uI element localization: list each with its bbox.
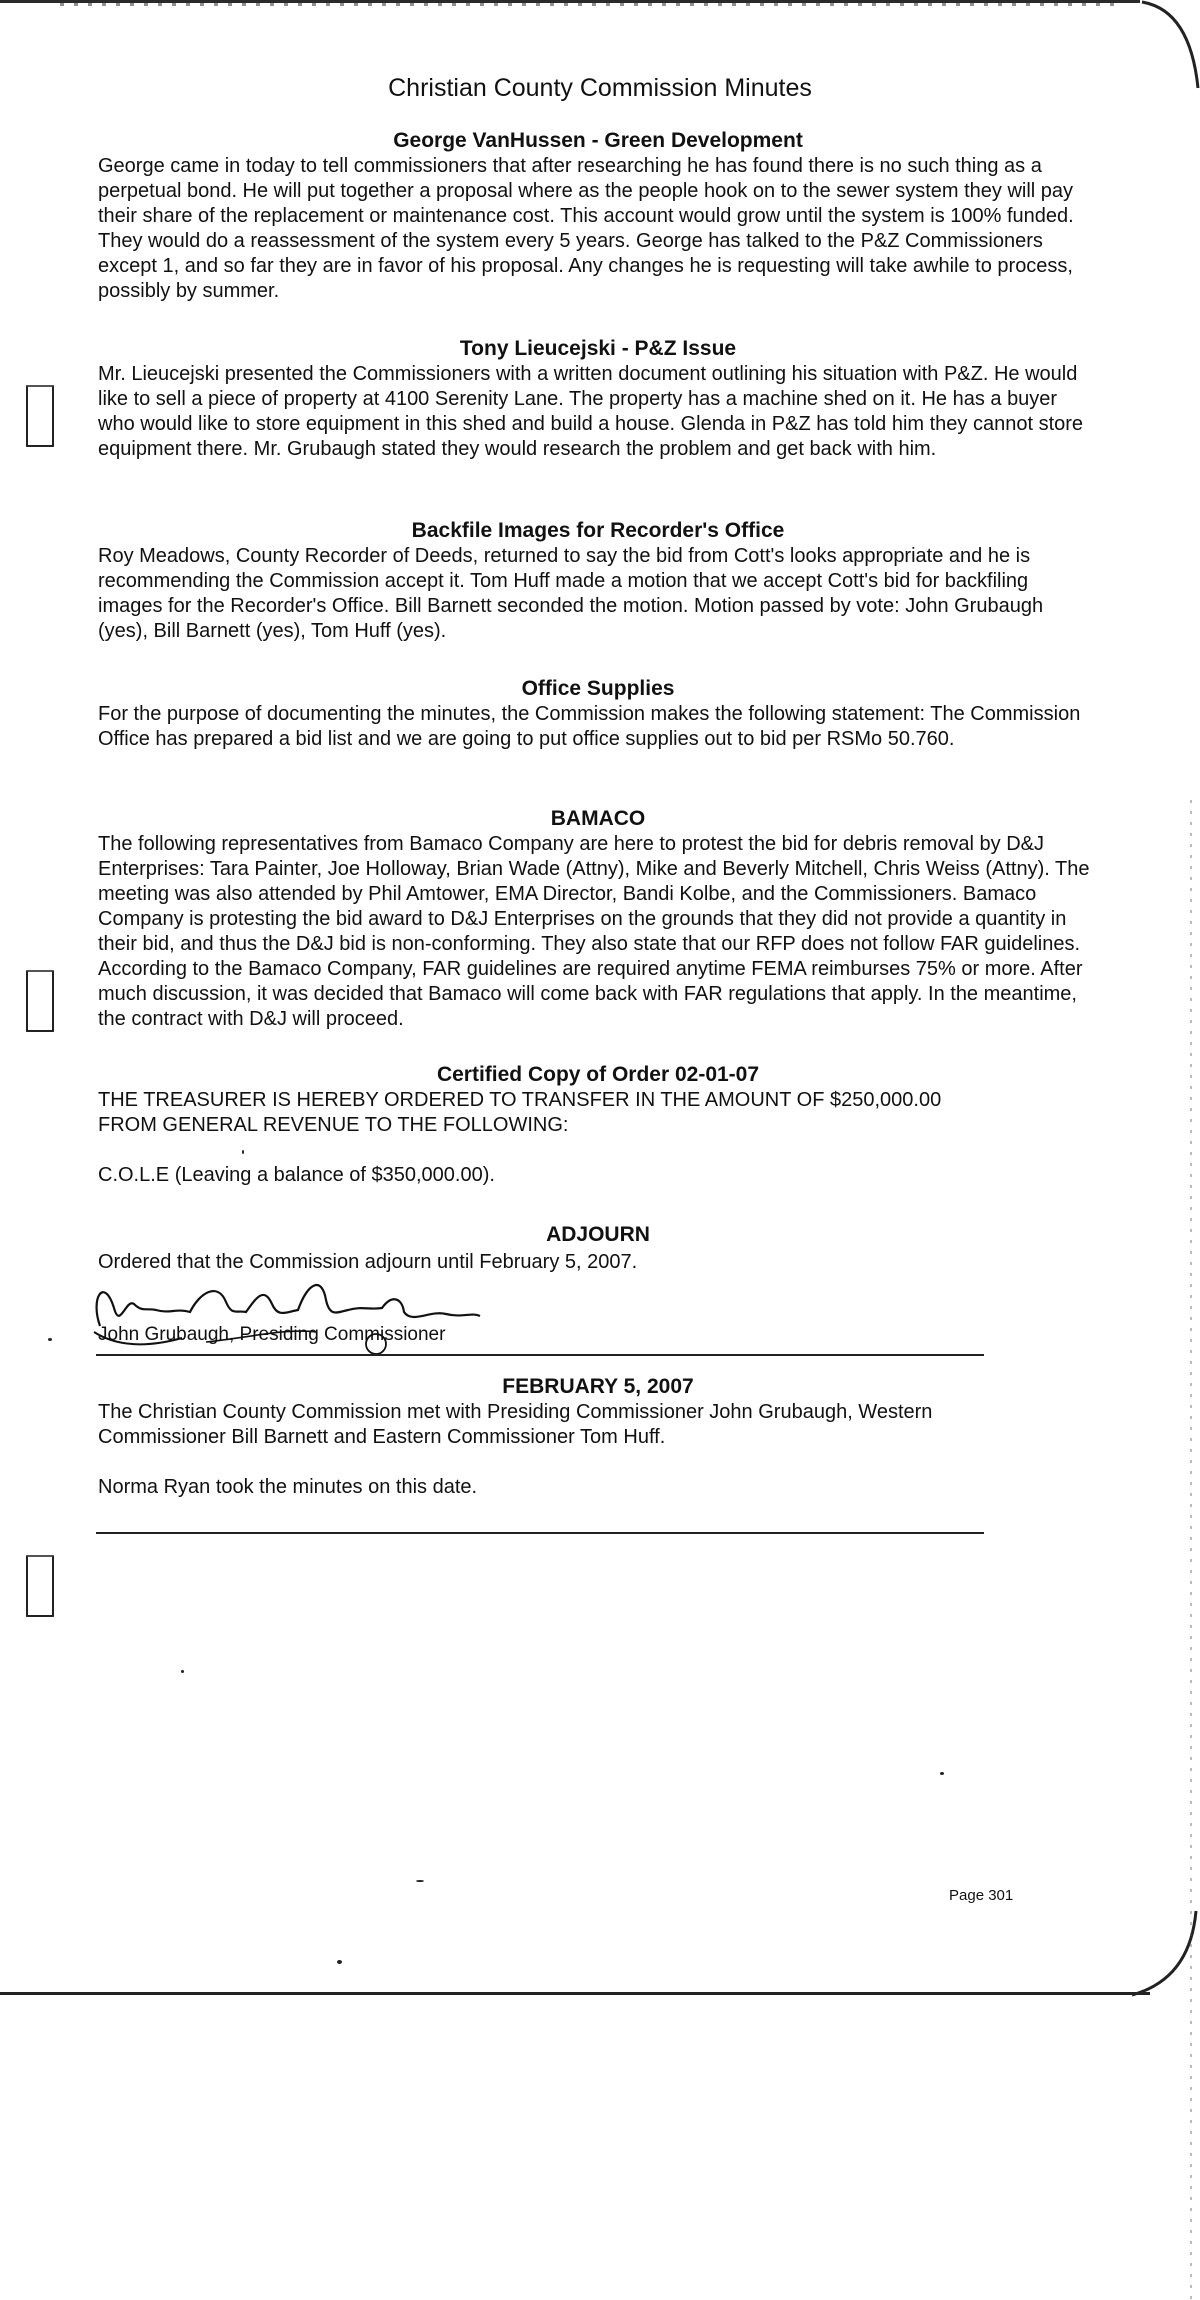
document-title: Christian County Commission Minutes [388, 74, 812, 102]
scan-speck [416, 1880, 424, 1882]
section-green-development [98, 128, 1098, 304]
scan-speck [181, 1670, 184, 1673]
order-line: FROM GENERAL REVENUE TO THE FOLLOWING: [98, 1114, 569, 1136]
scan-top-marks [60, 3, 1120, 6]
section-heading: George VanHussen - Green Development [393, 129, 803, 152]
section-body: The Christian County Commission met with Presiding Commissioner John Grubaugh, Western [98, 1401, 933, 1423]
section-backfile-images [98, 518, 1098, 644]
section-divider [96, 1532, 984, 1534]
signature-caption: John Grubaugh, Presiding Commissioner [98, 1324, 446, 1345]
page-number: Page 301 [949, 1887, 1014, 1904]
section-body: Roy Meadows, County Recorder of Deeds, returned to say the bid from Cott's looks appropriate and he is recommending the Commission accept it. Tom Huff made a motion that we accept Cott's bid for backfiling images for the Recorder's Office. Bill Barnett seconded the motion. Motion passed by vote: John Grubaugh (yes), Bill Barnett (yes), Tom Huff (yes). [98, 545, 1044, 642]
signature-block [86, 1268, 526, 1354]
section-heading: FEBRUARY 5, 2007 [502, 1375, 694, 1398]
order-line: THE TREASURER IS HEREBY ORDERED TO TRANSFER IN THE AMOUNT OF $250,000.00 [98, 1089, 942, 1111]
section-body: Mr. Lieucejski presented the Commissioners with a written document outlining his situation with P&Z. He would like to sell a piece of property at 4100 Serenity Lane. The property has a machine shed on it. He has a buyer who would like to store equipment in this shed and build a house. Glenda in P&Z has told him they cannot store equipment there. Mr. Grubaugh stated they would research the problem and get back with him. [98, 363, 1084, 460]
binder-hole-icon [26, 970, 54, 1032]
section-body: Commissioner Bill Barnett and Eastern Commissioner Tom Huff. [98, 1426, 666, 1448]
scan-speck [940, 1772, 944, 1775]
section-heading: Office Supplies [521, 677, 675, 700]
section-bamaco [98, 806, 1098, 1032]
section-body: Ordered that the Commission adjourn until February 5, 2007. [98, 1251, 638, 1273]
section-february-5-meeting [98, 1374, 1098, 1500]
binder-hole-icon [26, 1555, 54, 1617]
scan-speck [337, 1960, 342, 1964]
section-body: Norma Ryan took the minutes on this date. [98, 1476, 478, 1498]
scan-right-marks [1190, 800, 1192, 2300]
section-body: George came in today to tell commissioners that after researching he has found there is no such thing as a perpetual bond. He will put together a proposal where as the people hook on to the sewer system they will pay their share of the replacement or maintenance cost. This account would grow until the system is 100% funded. They would do a reassessment of the system every 5 years. George has talked to the P&Z Commissioners except 1, and so far they are in favor of his proposal. Any changes he is requesting will take awhile to process, possibly by summer. [98, 155, 1074, 302]
section-body: For the purpose of documenting the minutes, the Commission makes the following statement: The Commission Office has prepared a bid list and we are going to put office supplies out to bid per RSMo 50.760. [98, 703, 1081, 750]
section-body: The following representatives from Bamaco Company are here to protest the bid for debris removal by D&J Enterprises: Tara Painter, Joe Holloway, Brian Wade (Attny), Mike and Beverly Mitchell, Chris Weiss (Attny). The meeting was also attended by Phil Amtower, EMA Director, Bandi Kolbe, and the Commissioners. Bamaco Company is protesting the bid award to D&J Enterprises on the grounds that they did not provide a quantity in their bid, and thus the D&J bid is non-conforming. They also state that our RFP does not follow FAR guidelines. According to the Bamaco Company, FAR guidelines are required anytime FEMA reimburses 75% or more. After much discussion, it was decided that Bamaco will come back with FAR regulations that apply. In the meantime, the contract with D&J will proceed. [98, 833, 1090, 1030]
scan-speck [48, 1338, 52, 1341]
section-heading: Tony Lieucejski - P&Z Issue [459, 337, 737, 360]
order-line: C.O.L.E (Leaving a balance of $350,000.00). [98, 1164, 495, 1186]
section-pz-issue [98, 336, 1098, 462]
section-heading: Certified Copy of Order 02-01-07 [436, 1063, 760, 1086]
section-heading: ADJOURN [546, 1223, 650, 1246]
section-certified-order [98, 1062, 1098, 1188]
section-office-supplies [98, 676, 1098, 752]
section-heading: BAMACO [550, 807, 646, 830]
binder-hole-icon [26, 385, 54, 447]
section-heading: Backfile Images for Recorder's Office [411, 519, 785, 542]
scan-bottom-edge [0, 1992, 1150, 1995]
signature-divider [96, 1354, 984, 1356]
